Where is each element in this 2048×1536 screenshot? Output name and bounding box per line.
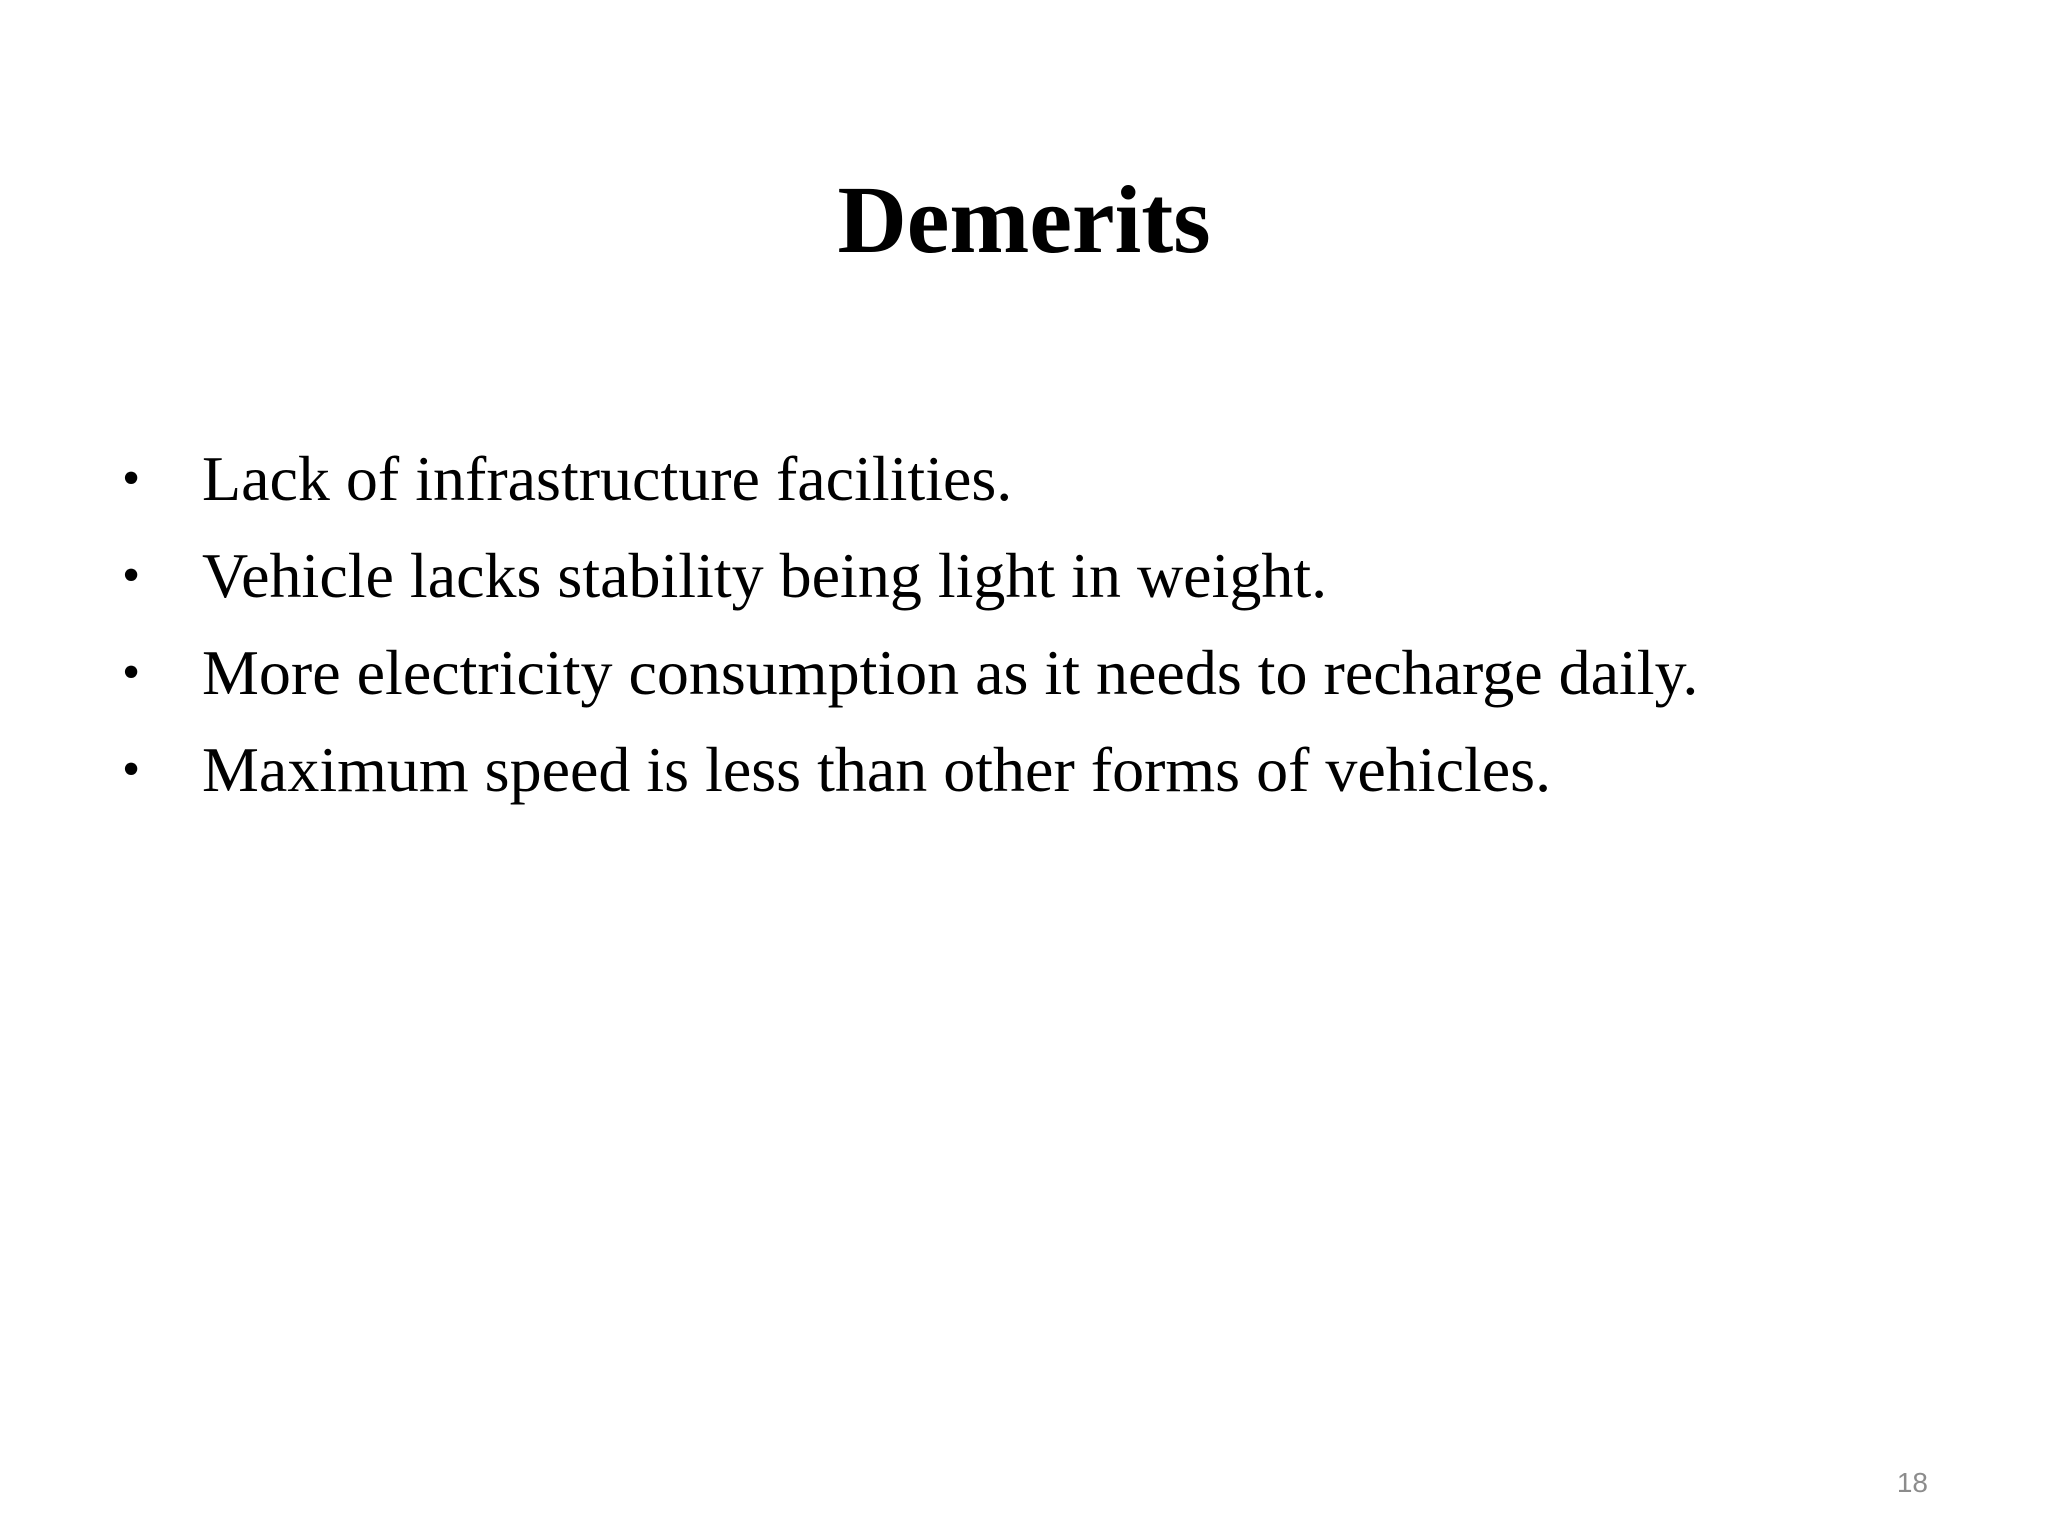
list-item bbox=[118, 527, 1998, 624]
bullet-icon: • bbox=[122, 450, 141, 507]
list-item bbox=[118, 624, 1998, 721]
list-item bbox=[118, 430, 1998, 527]
bullet-list bbox=[118, 430, 1998, 818]
bullet-text: Vehicle lacks stability being light in weight. bbox=[202, 540, 1328, 611]
bullet-icon: • bbox=[122, 547, 141, 604]
slide-title: Demerits bbox=[837, 166, 1211, 273]
bullet-icon: • bbox=[122, 644, 141, 701]
bullet-text: More electricity consumption as it needs to recharge daily. bbox=[202, 637, 1699, 708]
bullet-icon: • bbox=[122, 741, 141, 798]
bullet-text: Lack of infrastructure facilities. bbox=[202, 443, 1013, 514]
list-item bbox=[118, 721, 1998, 818]
page-number: 18 bbox=[1896, 1467, 1928, 1498]
bullet-text: Maximum speed is less than other forms of vehicles. bbox=[202, 734, 1552, 805]
